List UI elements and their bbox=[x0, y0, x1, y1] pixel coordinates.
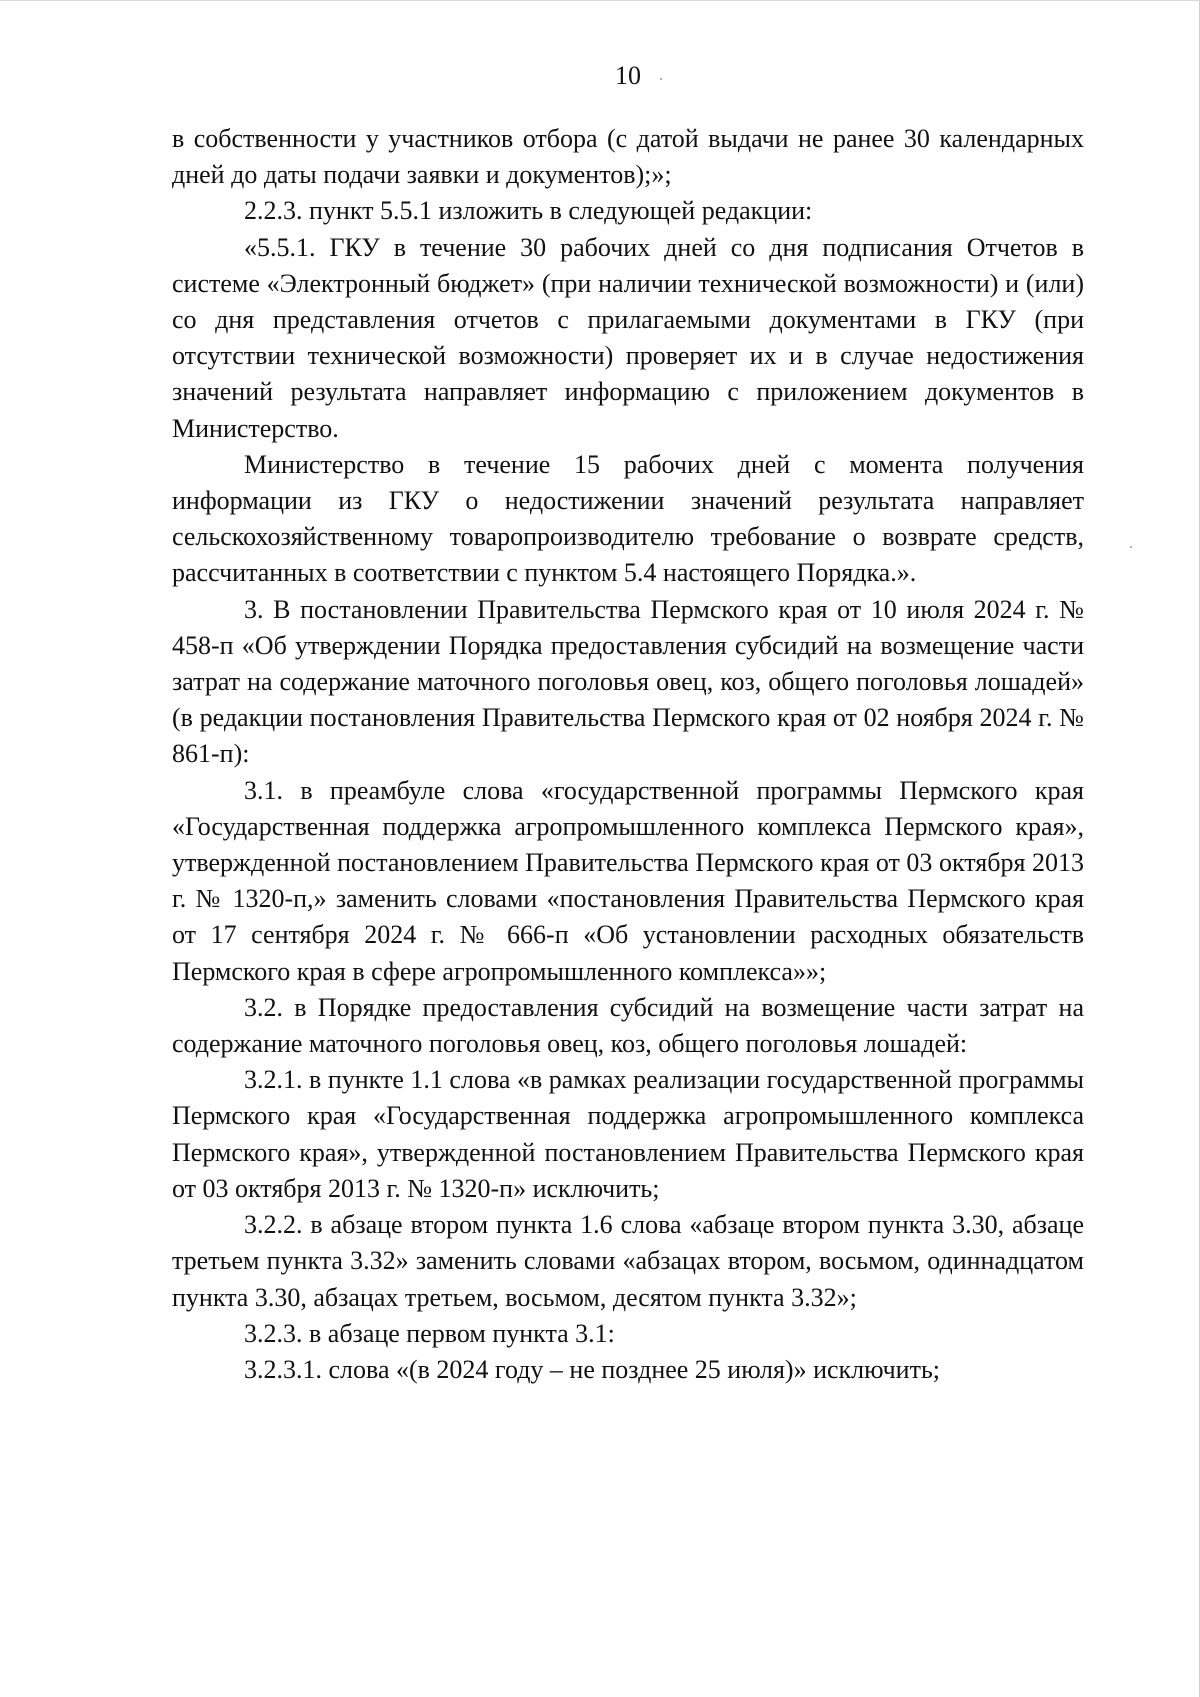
paragraph: 3.2.2. в абзаце втором пункта 1.6 слова «абзаце втором пункта 3.30, абзаце третьем пункта 3.32» заменить словами «абзацах втором, восьмом, одиннадцатом пункта 3.30, абзацах третьем, восьмом, десятом пункта 3.32»; bbox=[172, 1210, 1084, 1312]
paragraph: 3. В постановлении Правительства Пермского края от 10 июля 2024 г. № 458-п «Об утверждении Порядка предоставления субсидий на возмещение части затрат на содержание маточного поголовья овец, коз, общего поголовья лошадей» (в редакции постановления Правительства Пермского края от 02 ноября 2024 г. № 861-п): bbox=[172, 594, 1084, 769]
paragraph: «5.5.1. ГКУ в течение 30 рабочих дней со дня подписания Отчетов в системе «Электронный бюджет» (при наличии технической возможности) и (или) со дня представления отчетов с прилагаемыми документами в ГКУ (при отсутствии технической возможности) проверяет их и в случае недостижения значений результата направляет информацию с приложением документов в Министерство. bbox=[172, 232, 1084, 443]
paragraph: 3.2. в Порядке предоставления субсидий на возмещение части затрат на содержание маточного поголовья овец, коз, общего поголовья лошадей: bbox=[172, 992, 1084, 1059]
page-number: 10 bbox=[615, 61, 641, 90]
paragraph: 3.2.1. в пункте 1.1 слова «в рамках реализации государственной программы Пермского края «Государственная поддержка агропромышленного комплекса Пермского края», утвержденной постановлением Правительства Пермского края от 03 октября 2013 г. № 1320-п» исключить; bbox=[172, 1065, 1084, 1203]
paragraph: в собственности у участников отбора (с датой выдачи не ранее 30 календарных дней до даты подачи заявки и документов);»; bbox=[172, 124, 1084, 190]
scan-speck bbox=[1130, 546, 1132, 548]
paragraph: 3.1. в преамбуле слова «государственной программы Пермского края «Государственная поддержка агропромышленного комплекса Пермского края», утвержденной постановлением Правительства Пермского края от 03 октября 2013 г. № 1320-п,» заменить словами «постановления Правительства Пермского края от 17 сентября 2024 г. № 666-п «Об установлении расходных обязательств Пермского края в сфере агропромышленного комплекса»»; bbox=[172, 775, 1084, 986]
scan-speck bbox=[660, 78, 662, 80]
paragraph: 3.2.3. в абзаце первом пункта 3.1: bbox=[244, 1318, 615, 1348]
document-body bbox=[172, 121, 1084, 1388]
paragraph: Министерство в течение 15 рабочих дней с момента получения информации из ГКУ о недостижении значений результата направляет сельскохозяйственному товаропроизводителю требование о возврате средств, рассчитанных в соответствии с пунктом 5.4 настоящего Порядка.». bbox=[172, 449, 1084, 588]
paragraph: 2.2.3. пункт 5.5.1 изложить в следующей редакции: bbox=[244, 196, 813, 226]
paragraph: 3.2.3.1. слова «(в 2024 году – не позднее 25 июля)» исключить; bbox=[244, 1354, 941, 1384]
